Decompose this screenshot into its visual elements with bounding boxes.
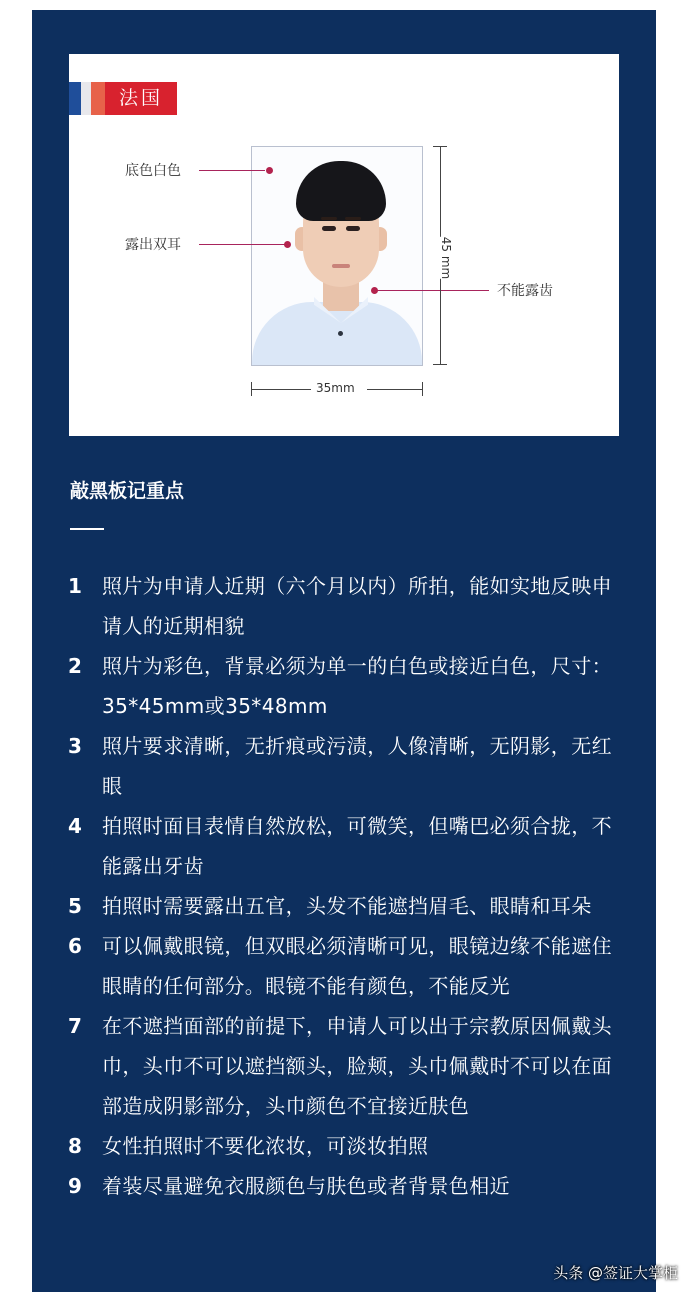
width-dimension-cap-right (422, 382, 423, 396)
annotation-teeth-line (375, 290, 489, 291)
item-text: 女性拍照时不要化浓妆，可淡妆拍照 (102, 1134, 429, 1158)
list-item (66, 1126, 656, 1166)
country-header (69, 82, 177, 115)
item-number: 5 (68, 894, 82, 918)
annotation-ears-line (199, 244, 285, 245)
width-dimension-line-left (251, 389, 311, 390)
right-eye (346, 226, 360, 231)
item-number: 9 (68, 1174, 82, 1198)
width-dimension-line-right (367, 389, 422, 390)
shirt (252, 302, 422, 366)
notes-divider (70, 528, 104, 530)
height-dimension-cap-bottom (433, 364, 447, 365)
left-eyebrow (321, 217, 337, 220)
item-text: 照片要求清晰，无折痕或污渍，人像清晰，无阴影，无红眼 (102, 734, 612, 798)
country-label: 法国 (105, 82, 177, 115)
requirements-list (66, 566, 656, 1206)
annotation-teeth: 不能露齿 (497, 283, 553, 299)
mouth (332, 264, 350, 268)
item-number: 2 (68, 654, 82, 678)
annotation-teeth-dot (371, 287, 378, 294)
main-panel (32, 10, 656, 1292)
annotation-background-line (199, 170, 265, 171)
item-text: 着装尽量避免衣服颜色与肤色或者背景色相近 (102, 1174, 510, 1198)
source-watermark: 头条 @签证大掌柜 (553, 1264, 678, 1282)
list-item (66, 726, 656, 806)
list-item (66, 1166, 656, 1206)
sample-portrait (251, 146, 423, 366)
height-dimension-label: 45 mm (439, 236, 454, 280)
item-text: 可以佩戴眼镜，但双眼必须清晰可见，眼镜边缘不能遮住眼睛的任何部分。眼镜不能有颜色，不能反光 (102, 934, 612, 998)
item-text: 在不遮挡面部的前提下，申请人可以出于宗教原因佩戴头巾，头巾不可以遮挡额头，脸颊，头巾佩戴时不可以在面部造成阴影部分，头巾颜色不宜接近肤色 (102, 1014, 612, 1118)
list-item (66, 926, 656, 1006)
item-text: 拍照时面目表情自然放松，可微笑，但嘴巴必须合拢，不能露出牙齿 (102, 814, 612, 878)
width-dimension-cap-left (251, 382, 252, 396)
height-dimension-cap-top (433, 146, 447, 147)
photo-example-card (69, 54, 619, 436)
list-item (66, 806, 656, 886)
right-eyebrow (345, 217, 361, 220)
item-text: 照片为彩色，背景必须为单一的白色或接近白色，尺寸：35*45mm或35*48mm (102, 654, 612, 718)
shirt-button (338, 331, 343, 336)
annotation-ears-dot (284, 241, 291, 248)
item-number: 1 (68, 574, 82, 598)
annotation-ears: 露出双耳 (125, 237, 181, 253)
item-number: 7 (68, 1014, 82, 1038)
hair (296, 161, 386, 221)
left-eye (322, 226, 336, 231)
list-item (66, 566, 656, 646)
item-number: 6 (68, 934, 82, 958)
annotation-background-dot (266, 167, 273, 174)
width-dimension-label: 35mm (316, 381, 355, 395)
item-number: 8 (68, 1134, 82, 1158)
item-number: 3 (68, 734, 82, 758)
annotation-background: 底色白色 (125, 163, 181, 179)
flag-blue-stripe (69, 82, 81, 115)
item-number: 4 (68, 814, 82, 838)
notes-title: 敲黑板记重点 (70, 480, 185, 502)
list-item (66, 646, 656, 726)
flag-white-stripe (81, 82, 91, 115)
list-item (66, 886, 656, 926)
item-text: 照片为申请人近期（六个月以内）所拍，能如实地反映申请人的近期相貌 (102, 574, 612, 638)
list-item (66, 1006, 656, 1126)
flag-red-stripe (91, 82, 105, 115)
item-text: 拍照时需要露出五官，头发不能遮挡眉毛、眼睛和耳朵 (102, 894, 592, 918)
